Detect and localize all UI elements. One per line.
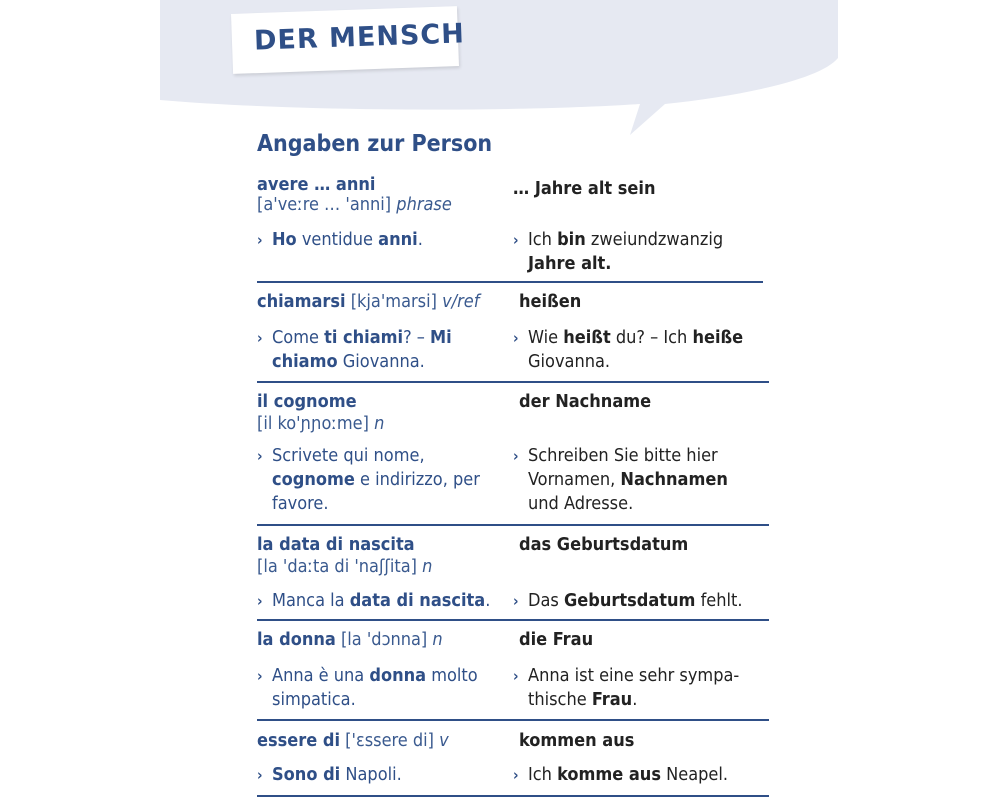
example-text: e indirizzo, per bbox=[354, 469, 480, 490]
example-text: Anna ist eine sehr sympa- bbox=[528, 665, 740, 686]
example-line bbox=[257, 492, 480, 516]
ipa: [a'veːre … 'anni] bbox=[257, 194, 392, 215]
part-of-speech: phrase bbox=[396, 194, 452, 215]
page-title: DER MENSCH bbox=[253, 18, 466, 57]
example-text: du? – Ich bbox=[610, 327, 693, 348]
arrow-icon: › bbox=[257, 329, 263, 347]
keyword: ti chiami bbox=[324, 327, 404, 348]
example-it bbox=[257, 326, 452, 374]
example-text: und Adresse. bbox=[528, 493, 634, 514]
example-text: Ich bbox=[528, 229, 558, 250]
example-line bbox=[257, 468, 480, 492]
example-de bbox=[513, 326, 743, 374]
arrow-icon: › bbox=[257, 447, 263, 465]
ipa: ['ɛssere di] bbox=[345, 730, 435, 751]
headword-it bbox=[257, 628, 443, 652]
lemma: essere di bbox=[257, 730, 341, 751]
keyword: Mi bbox=[430, 327, 452, 348]
example-line bbox=[257, 664, 478, 688]
example-text: Come bbox=[272, 327, 325, 348]
arrow-icon: › bbox=[257, 766, 263, 784]
arrow-icon: › bbox=[513, 231, 519, 249]
example-line bbox=[257, 688, 478, 712]
example-de bbox=[513, 589, 743, 613]
headword-it bbox=[257, 533, 415, 557]
example-line bbox=[513, 350, 743, 374]
example-text: ventidue bbox=[296, 229, 379, 250]
keyword: heiße bbox=[692, 327, 744, 348]
example-de bbox=[513, 664, 739, 712]
arrow-icon: › bbox=[513, 329, 519, 347]
keyword: Jahre alt. bbox=[528, 253, 612, 274]
example-line bbox=[257, 763, 402, 787]
example-text: Scrivete qui nome, bbox=[272, 445, 425, 466]
translation-de: kommen aus bbox=[519, 730, 635, 751]
lemma: chiamarsi bbox=[257, 291, 346, 312]
lemma: la donna bbox=[257, 629, 336, 650]
translation-de: das Geburtsdatum bbox=[519, 534, 689, 555]
keyword: Frau bbox=[591, 689, 633, 710]
keyword: heißt bbox=[563, 327, 611, 348]
keyword: data di nascita bbox=[349, 590, 486, 611]
entry-divider bbox=[257, 381, 769, 383]
example-it bbox=[257, 664, 478, 712]
arrow-icon: › bbox=[257, 592, 263, 610]
example-line bbox=[257, 326, 452, 350]
example-text: Das bbox=[528, 590, 564, 611]
example-text: . bbox=[632, 689, 638, 710]
example-line bbox=[257, 444, 480, 468]
translation-de: der Nachname bbox=[519, 391, 652, 412]
example-it bbox=[257, 444, 480, 516]
example-text: Napoli. bbox=[340, 764, 402, 785]
example-text: zweiundzwanzig bbox=[585, 229, 724, 250]
example-line bbox=[513, 444, 728, 468]
ipa: [kja'marsi] bbox=[350, 291, 437, 312]
keyword: Geburtsdatum bbox=[563, 590, 696, 611]
translation-de: … Jahre alt sein bbox=[513, 178, 656, 199]
example-line bbox=[513, 688, 739, 712]
keyword: chiamo bbox=[272, 351, 338, 372]
arrow-icon: › bbox=[513, 766, 519, 784]
ipa: [la 'dɔnna] bbox=[340, 629, 428, 650]
example-text: Vornamen, bbox=[528, 469, 621, 490]
lemma: il cognome bbox=[257, 391, 357, 412]
keyword: Nachnamen bbox=[620, 469, 728, 490]
headword-it bbox=[257, 290, 479, 314]
example-text: Schreiben Sie bitte hier bbox=[528, 445, 718, 466]
headword-it bbox=[257, 729, 449, 753]
example-text: fehlt. bbox=[695, 590, 743, 611]
example-text: Neapel. bbox=[660, 764, 729, 785]
translation-de: die Frau bbox=[519, 629, 594, 650]
entry-divider bbox=[257, 719, 769, 721]
lemma: avere … anni bbox=[257, 174, 376, 195]
example-line bbox=[513, 228, 723, 252]
example-text: Giovanna. bbox=[337, 351, 425, 372]
example-text: Anna è una bbox=[272, 665, 370, 686]
example-it bbox=[257, 763, 402, 787]
keyword: cognome bbox=[272, 469, 355, 490]
translation-de: heißen bbox=[519, 291, 582, 312]
example-de bbox=[513, 228, 723, 276]
pronunciation bbox=[257, 193, 452, 217]
example-line bbox=[257, 228, 423, 252]
example-line bbox=[257, 589, 490, 613]
pronunciation bbox=[257, 555, 432, 579]
part-of-speech: v/ref bbox=[442, 291, 480, 312]
arrow-icon: › bbox=[257, 231, 263, 249]
example-line bbox=[513, 326, 743, 350]
example-text: thische bbox=[528, 689, 592, 710]
example-line bbox=[513, 492, 728, 516]
arrow-icon: › bbox=[513, 592, 519, 610]
part-of-speech: n bbox=[422, 556, 433, 577]
example-line bbox=[513, 252, 723, 276]
example-text: Manca la bbox=[272, 590, 350, 611]
headword-it bbox=[257, 390, 357, 414]
keyword: donna bbox=[369, 665, 427, 686]
example-line bbox=[513, 589, 743, 613]
keyword: komme aus bbox=[557, 764, 661, 785]
example-text: ? – bbox=[403, 327, 431, 348]
example-it bbox=[257, 589, 490, 613]
ipa: [il ko'ɲɲoːme] bbox=[257, 413, 369, 434]
example-de bbox=[513, 763, 728, 787]
example-text: simpatica. bbox=[272, 689, 356, 710]
pronunciation bbox=[257, 412, 384, 436]
part-of-speech: n bbox=[374, 413, 385, 434]
example-text: . bbox=[485, 590, 491, 611]
keyword: anni bbox=[378, 229, 418, 250]
example-line bbox=[257, 350, 452, 374]
speech-bubble-header bbox=[0, 0, 1000, 140]
part-of-speech: n bbox=[432, 629, 443, 650]
example-text: molto bbox=[426, 665, 478, 686]
keyword: bin bbox=[557, 229, 586, 250]
entry-divider bbox=[257, 795, 769, 797]
example-text: Ich bbox=[528, 764, 558, 785]
example-de bbox=[513, 444, 728, 516]
entry-divider bbox=[257, 619, 769, 621]
part-of-speech: v bbox=[439, 730, 449, 751]
example-line bbox=[513, 763, 728, 787]
example-text: Wie bbox=[528, 327, 564, 348]
example-text: . bbox=[417, 229, 423, 250]
example-text: favore. bbox=[272, 493, 329, 514]
arrow-icon: › bbox=[513, 447, 519, 465]
arrow-icon: › bbox=[513, 667, 519, 685]
entry-divider bbox=[257, 524, 769, 526]
example-line bbox=[513, 468, 728, 492]
example-it bbox=[257, 228, 423, 252]
arrow-icon: › bbox=[257, 667, 263, 685]
keyword: Sono di bbox=[272, 764, 341, 785]
example-text: Giovanna. bbox=[528, 351, 611, 372]
keyword: Ho bbox=[272, 229, 297, 250]
example-line bbox=[513, 664, 739, 688]
entry-divider bbox=[257, 281, 763, 283]
section-heading: Angaben zur Person bbox=[257, 131, 493, 157]
ipa: [la 'daːta di 'naʃʃita] bbox=[257, 556, 417, 577]
lemma: la data di nascita bbox=[257, 534, 415, 555]
